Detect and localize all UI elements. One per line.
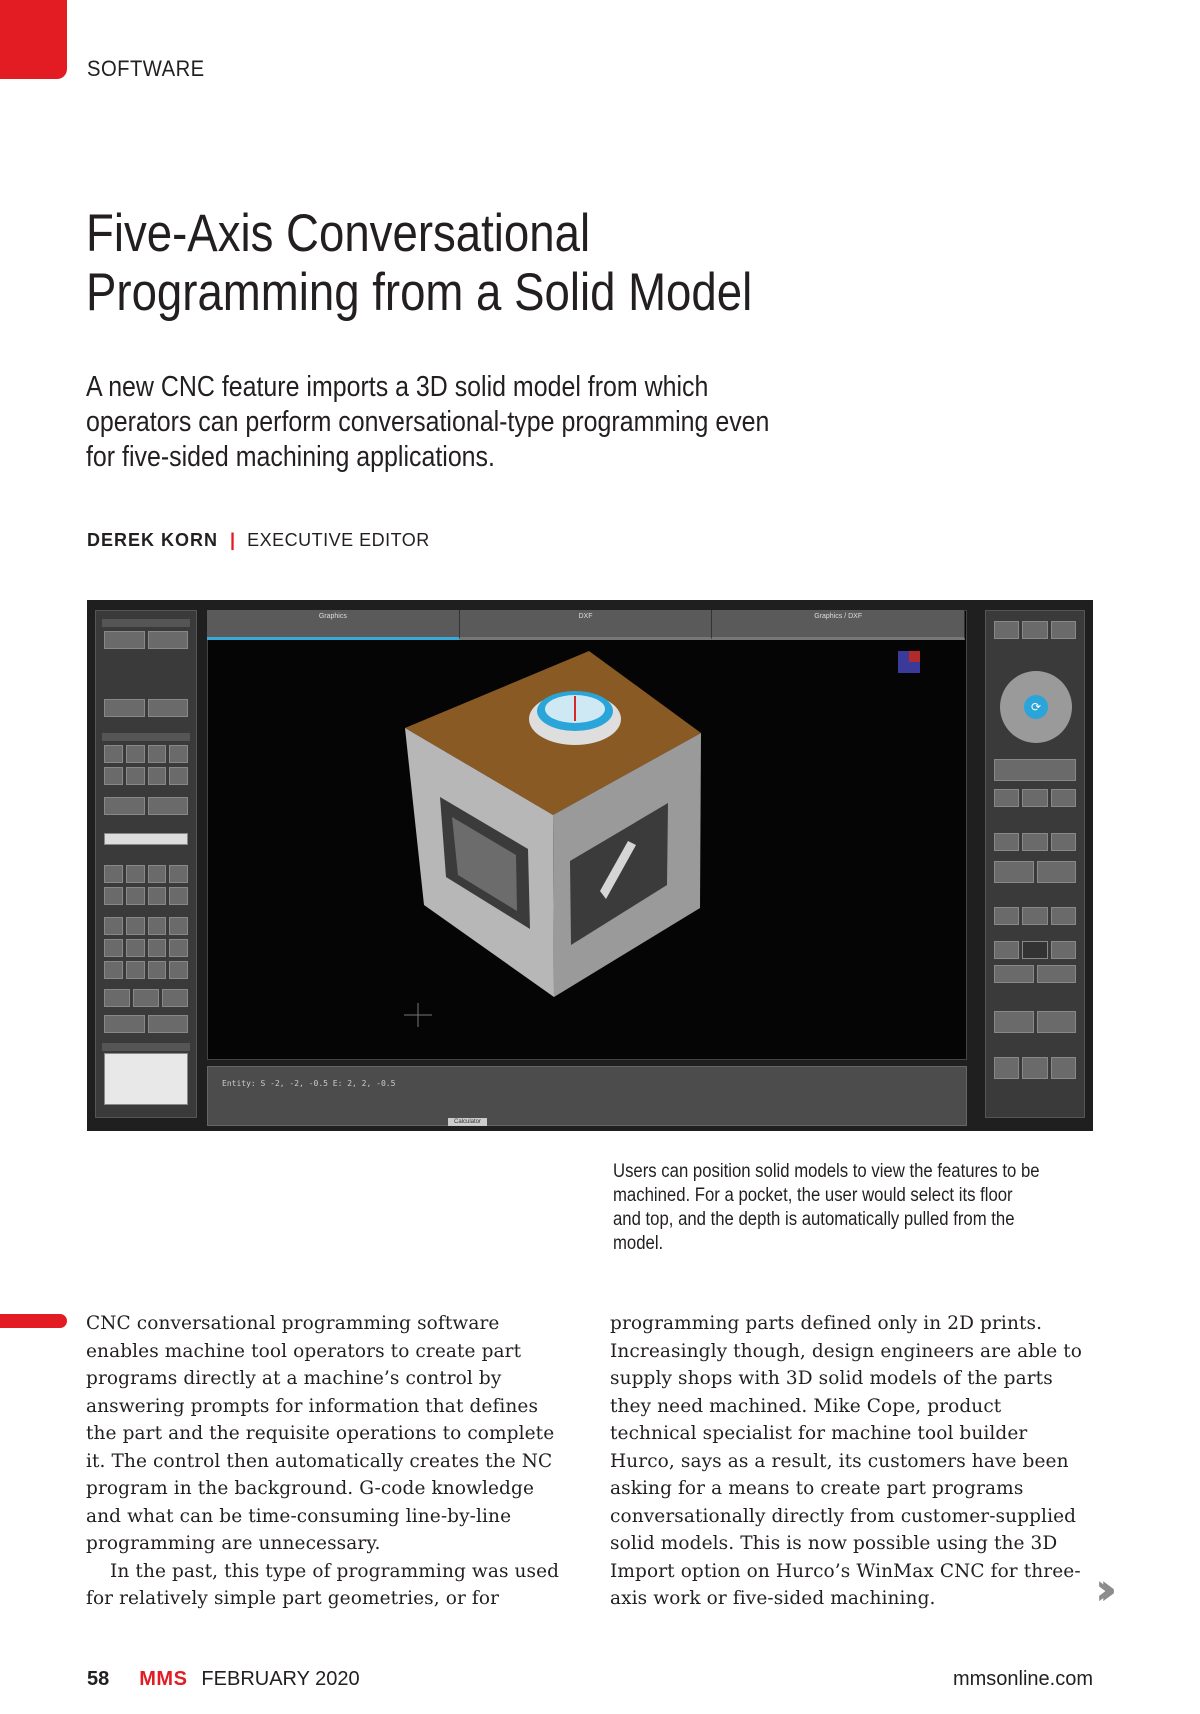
page-number: 58	[87, 1668, 110, 1690]
left-tool-panel	[95, 610, 197, 1118]
button-row	[104, 939, 188, 957]
button-row	[994, 861, 1076, 883]
article-title	[86, 204, 946, 322]
button-row	[104, 961, 188, 979]
entity-readout: Entity: S -2, -2, -0.5 E: 2, 2, -0.5	[222, 1079, 396, 1088]
byline-role: EXECUTIVE EDITOR	[247, 530, 430, 550]
double-chevron-right-icon: ››	[1095, 1564, 1104, 1615]
title-line-1: Five-Axis Conversational	[86, 204, 591, 263]
layers-header	[102, 1043, 190, 1051]
button-row	[104, 631, 188, 649]
panel-header	[102, 619, 190, 627]
byline-separator: |	[230, 530, 236, 550]
button-row	[104, 865, 188, 883]
button-row	[104, 989, 188, 1007]
button-row	[104, 887, 188, 905]
button-row	[994, 1057, 1076, 1079]
article-start-marker	[0, 1314, 67, 1328]
article-dek: A new CNC feature imports a 3D solid model from which operators can perform conversational-type programming even for five-sided machining applications.	[86, 371, 770, 473]
rotate-icon[interactable]: ⟳	[1024, 695, 1048, 719]
byline-author: DEREK KORN	[87, 530, 219, 550]
button-row	[994, 759, 1076, 781]
button-row	[104, 745, 188, 763]
body-column-1	[86, 1310, 561, 1613]
section-color-tab	[0, 0, 67, 79]
button-row	[104, 699, 188, 717]
right-view-panel	[985, 610, 1085, 1118]
byline	[87, 530, 430, 551]
tab-graphics[interactable]: Graphics	[207, 610, 460, 640]
rotate-dpad[interactable]	[1000, 671, 1072, 743]
button-row	[104, 767, 188, 785]
magazine-name: MMS	[139, 1668, 188, 1690]
cnc-screenshot-figure	[87, 600, 1093, 1131]
graphics-viewport[interactable]	[207, 610, 967, 1060]
body-paragraph: CNC conversational programming software enables machine tool operators to create part programs directly at a machine’s control by answering prompts for information that defines the part and the requisite operations to complete it. The control then automatically creates the NC program in the background. G-code knowledge and what can be time-consuming line-by-line programming are unnecessary.	[86, 1313, 555, 1554]
view-tab-bar	[207, 610, 965, 640]
button-row	[994, 833, 1076, 851]
panel-header	[102, 733, 190, 741]
entity-info-panel	[207, 1066, 967, 1126]
button-row	[104, 1015, 188, 1033]
button-row	[994, 941, 1076, 959]
figure-caption: Users can position solid models to view the features to be machined. For a pocket, the user would select its floor and top, and the depth is automatically pulled from the model.	[613, 1161, 1040, 1254]
button-row	[994, 789, 1076, 807]
body-paragraph: In the past, this type of programming was used for relatively simple part geometries, or for	[86, 1560, 560, 1609]
tab-dxf[interactable]: DXF	[460, 610, 713, 640]
button-row	[104, 917, 188, 935]
button-row	[994, 621, 1076, 639]
body-column-2	[610, 1310, 1085, 1613]
button-row	[994, 907, 1076, 925]
tab-graphics-dxf[interactable]: Graphics / DXF	[712, 610, 965, 640]
button-row	[994, 1011, 1076, 1033]
section-label: SOFTWARE	[87, 56, 205, 81]
dropdown	[104, 833, 188, 845]
button-row	[994, 965, 1076, 983]
calculator-tab[interactable]: Calculator	[448, 1118, 487, 1126]
page-footer	[87, 1668, 360, 1691]
solid-model-view	[208, 611, 966, 1059]
issue-date: FEBRUARY 2020	[201, 1668, 360, 1690]
layers-list	[104, 1053, 188, 1105]
body-paragraph: programming parts defined only in 2D prints. Increasingly though, design engineers are able to supply shops with 3D solid models of the parts they need machined. Mike Cope, product technical specialist for machine tool builder Hurco, says as a result, its customers have been asking for a means to create part programs conversationally directly from customer-supplied solid models. This is now possible using the 3D Import option on Hurco’s WinMax CNC for three-axis work or five-sided machining.	[610, 1313, 1083, 1609]
footer-url[interactable]: mmsonline.com	[952, 1668, 1093, 1690]
button-row	[104, 797, 188, 815]
title-line-2: Programming from a Solid Model	[86, 263, 753, 322]
